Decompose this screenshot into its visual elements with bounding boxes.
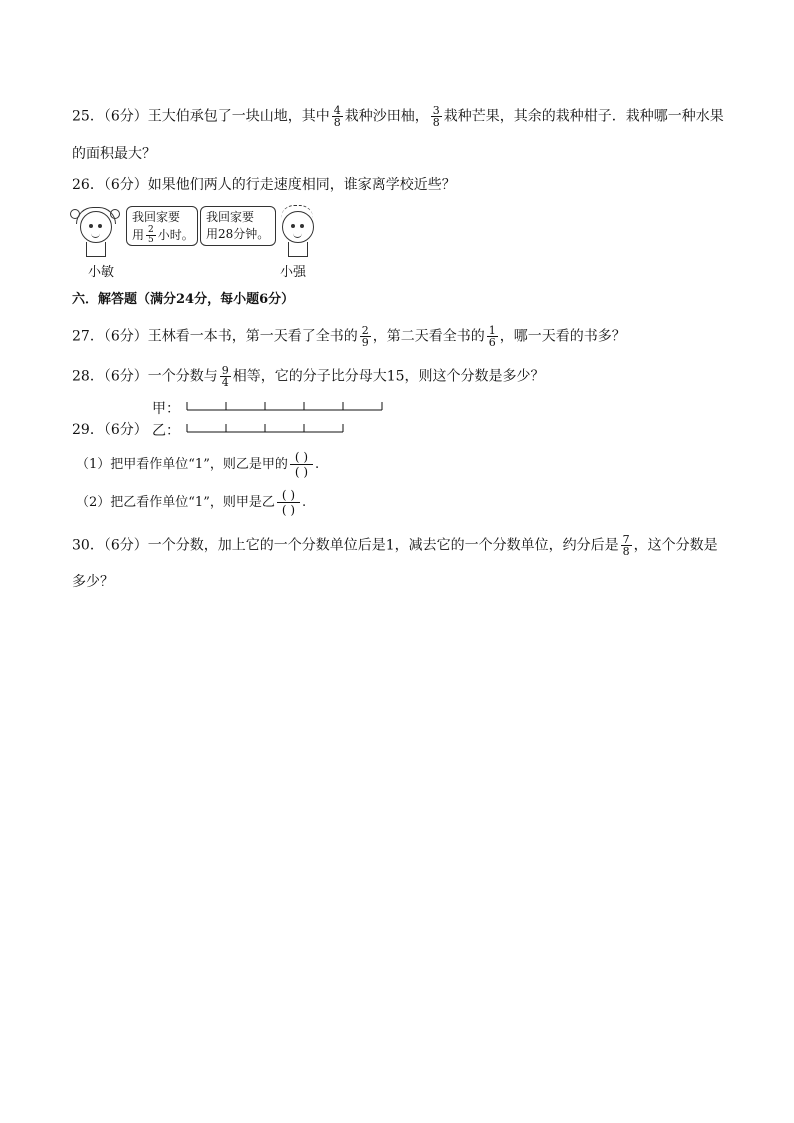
answer-blank-fraction-1[interactable]: $\frac{( )}{( )}$: [290, 450, 313, 479]
q30-fraction: $\frac{7}{8}$: [622, 533, 630, 558]
q29-sub-1: （1）把甲看作单位“1”，则乙是甲的 $\frac{( )}{( )}$ .: [76, 450, 320, 479]
q25-text-mid1: 栽种沙田柚，: [344, 108, 429, 125]
q30-line-2: 多少？: [72, 574, 114, 590]
name-xiaomin: 小敏: [88, 265, 115, 280]
q25-fraction-1: $\frac{4}{8}$: [333, 104, 341, 129]
question-30: 30．（6分）一个分数，加上它的一个分数单位后是1，减去它的一个分数单位，约分后是 $\frac{7}{8}$ ，这个分数是: [72, 533, 718, 558]
question-26: 26．（6分）如果他们两人的行走速度相同，谁家离学校近些？: [72, 177, 456, 193]
question-29: 29．（6分）: [72, 422, 148, 438]
q28-fraction: $\frac{9}{4}$: [221, 364, 229, 389]
q26-illustration: [72, 203, 332, 283]
q25-fraction-2: $\frac{3}{8}$: [432, 104, 440, 129]
q25-line-2: 的面积最大？: [72, 146, 156, 162]
label-jia: 甲：: [152, 401, 180, 417]
speech-bubble-xiaomin: 我回家要 用 $\frac{2}{5}$ 小时。: [126, 206, 198, 246]
boy-icon: [276, 203, 320, 257]
label-yi: 乙：: [152, 423, 180, 439]
girl-icon: [74, 203, 118, 257]
question-25: [72, 105, 724, 128]
q27-fraction-2: $\frac{1}{6}$: [488, 324, 496, 349]
q25-text-mid2: 栽种芒果，其余的栽种柑子．栽种哪一种水果: [443, 108, 724, 125]
segment-diagram-jia: [186, 400, 386, 414]
speech-bubble-xiaoqiang: 我回家要 用28分钟。: [200, 206, 276, 246]
name-xiaoqiang: 小强: [280, 265, 307, 280]
answer-blank-fraction-2[interactable]: $\frac{( )}{( )}$: [277, 488, 300, 517]
question-28: 28．（6分）一个分数与 $\frac{9}{4}$ 相等，它的分子比分母大15，则这个分数是多少？: [72, 364, 545, 389]
segment-diagram-yi: [186, 422, 386, 436]
q29-sub-2: （2）把乙看作单位“1”，则甲是乙 $\frac{( )}{( )}$ .: [76, 488, 307, 517]
section-6-heading: 六．解答题（满分24分，每小题6分）: [72, 292, 295, 307]
bubble-fraction: $\frac{2}{5}$: [148, 225, 154, 245]
question-27: 27．（6分）王林看一本书，第一天看了全书的 $\frac{2}{9}$ ，第二天看全书的 $\frac{1}{6}$ ，哪一天看的书多？: [72, 324, 626, 349]
q27-fraction-1: $\frac{2}{9}$: [361, 324, 369, 349]
q25-text-start: 25．（6分）王大伯承包了一块山地，其中: [72, 108, 330, 125]
